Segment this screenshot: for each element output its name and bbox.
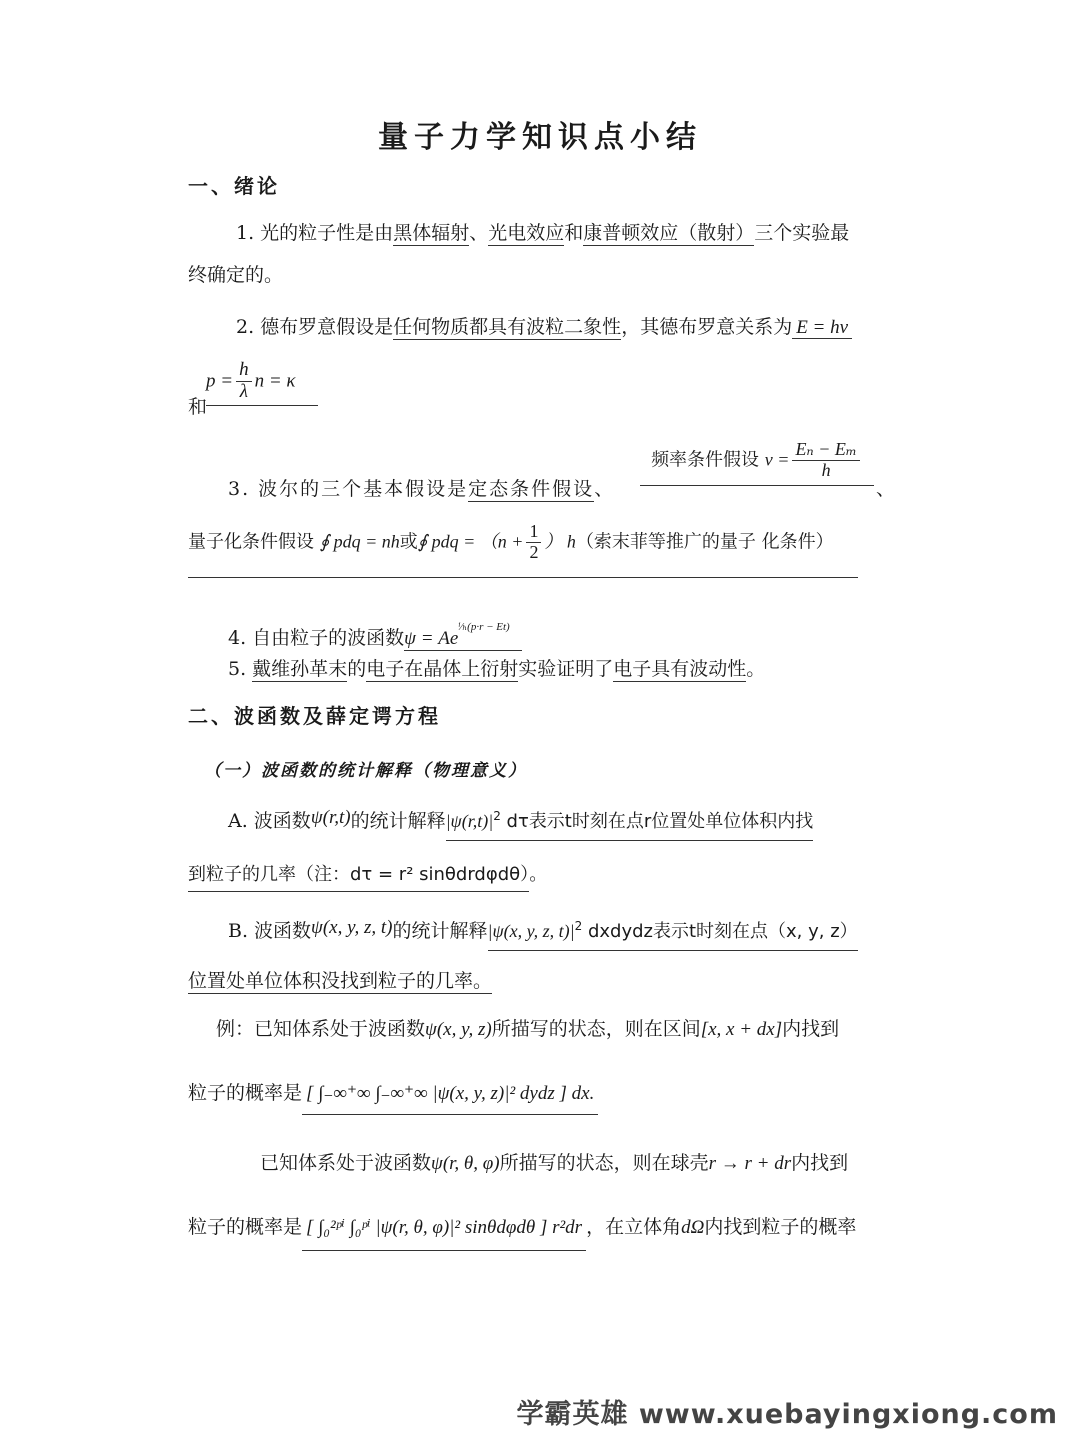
A-end: 。 [529, 864, 548, 885]
paragraph-5 [228, 654, 765, 681]
p3-q-half-den: 2 [529, 541, 539, 562]
ex1-formula: [ ∫₋∞⁺∞ ∫₋∞⁺∞ |ψ(x, y, z)|² dydz ] dx. [302, 1083, 598, 1115]
ex2-formula: [ ∫₀²ᵖⁱ ∫₀ᵖⁱ |ψ(r, θ, φ)|² sinθdφdθ ] r²dr [302, 1217, 586, 1251]
paragraph-A [228, 806, 813, 833]
p5-de: 的 [347, 658, 367, 680]
ex2-omega: dΩ [681, 1217, 705, 1238]
B-text-b: 的统计解释 [392, 920, 488, 942]
section-heading-intro: 一、绪论 [188, 174, 280, 198]
A-line2: 到粒子的几率（注：dτ = r² sinθdrdφdθ） [188, 864, 529, 892]
p3-quantization [188, 522, 858, 578]
example-1-line2 [188, 1078, 598, 1105]
p3-q-eq1: ∮ pdq = nh [319, 531, 400, 552]
p3-freq-label: 频率条件假设 [651, 449, 760, 471]
B-mod: |ψ(x, y, z, t)| [487, 921, 575, 941]
p3-stationary: 定态条件假设 [468, 478, 595, 500]
subsection-heading: （一）波函数的统计解释（物理意义） [204, 761, 527, 781]
ex1-text-c: 内找到 [782, 1018, 840, 1040]
paragraph-B-line2 [188, 966, 492, 993]
ex2-text-b: 所描写的状态，则在球壳 [499, 1152, 709, 1174]
p3-freq-nu: ν = [764, 449, 790, 470]
ex2-psi: ψ(r, θ, φ) [431, 1153, 500, 1174]
B-text-a: B. 波函数 [228, 920, 312, 942]
p3-q-half-num: 1 [526, 522, 541, 543]
p1-text-a: 光的粒子性是由 [260, 222, 394, 244]
example-1 [216, 1014, 839, 1041]
ex1-text-a: 例：已知体系处于波函数 [216, 1018, 426, 1040]
p3-q-note: （索末菲等推广的量子 化条件） [575, 531, 834, 553]
p2-and: 和 [188, 396, 208, 418]
p1-and: 和 [564, 222, 584, 244]
paragraph-3 [228, 474, 615, 501]
p2-duality: 任何物质都具有波粒二象性 [393, 316, 622, 338]
ex2-text-c: 内找到 [791, 1152, 849, 1174]
p3-q-label: 量子化条件假设 [188, 531, 314, 553]
p5-diffraction: 电子在晶体上衍射 [366, 658, 519, 680]
p1-text-g: 三个实验最 [754, 222, 850, 244]
ex2-text-a: 已知体系处于波函数 [260, 1152, 432, 1174]
p3-freq-den: h [821, 459, 831, 480]
A-text-b: 的统计解释 [350, 810, 446, 832]
paragraph-2 [236, 312, 852, 339]
p3-q-or: 或 [399, 531, 418, 553]
p1-photoelectric: 光电效应 [488, 222, 565, 244]
page-title: 量子力学知识点小结 [378, 120, 702, 155]
A-mod: |ψ(r,t)| [445, 811, 494, 831]
p3-q-half [526, 522, 541, 563]
ex2-text-e: 内找到粒子的概率 [704, 1216, 857, 1238]
A-psi: ψ(r,t) [310, 807, 351, 828]
p3-q-eq2a: ∮ pdq = （n + [417, 531, 524, 552]
ex1-line2: 粒子的概率是 [188, 1082, 303, 1104]
B-psi: ψ(x, y, z, t) [311, 917, 393, 938]
p1-sep: 、 [469, 222, 489, 244]
p5-wave-nature: 电子具有波动性 [613, 658, 747, 680]
p5-text-e: 实验证明了 [518, 658, 614, 680]
paragraph-1 [236, 218, 849, 245]
p3-sep: 、 [594, 478, 616, 500]
p3-q-eq2b: ） h [544, 531, 576, 552]
p2-text-c: ，其德布罗意关系为 [621, 316, 793, 338]
A-text-a: A. 波函数 [228, 810, 311, 832]
B-line2: 位置处单位体积没找到粒子的几率。 [188, 970, 493, 992]
p2-eq-energy: E = hν [792, 317, 852, 339]
p1-blackbody: 黑体辐射 [393, 222, 470, 244]
example-2-line2 [188, 1212, 856, 1239]
B-sq: 2 [574, 919, 583, 933]
p3-freq-num: Eₙ − Eₘ [792, 440, 859, 461]
ex1-interval: [x, x + dx] [700, 1019, 783, 1040]
p2-frac-den: λ [239, 380, 248, 402]
p3-end: 、 [876, 478, 896, 500]
ex2-text-d: ，在立体角 [586, 1216, 682, 1238]
ex2-shell: r → r + dr [708, 1153, 792, 1174]
A-desc: dτ表示t时刻在点r位置处单位体积内找 [500, 811, 814, 832]
p1-num: 1. [236, 222, 261, 244]
p2-frac-num: h [236, 360, 252, 382]
p3-frequency-condition [640, 440, 874, 486]
p4-eq: ψ = Ae [404, 628, 459, 649]
p2-eq-p: p = [206, 370, 234, 392]
example-2 [260, 1148, 848, 1175]
p2-fraction [236, 360, 252, 403]
B-statement [488, 921, 858, 951]
A-sq: 2 [493, 809, 501, 823]
p2-eq-momentum [206, 360, 318, 406]
section-heading-wavefunction: 二、波函数及薛定谔方程 [188, 704, 441, 728]
A-statement [446, 811, 814, 841]
ex2-line2: 粒子的概率是 [188, 1216, 303, 1238]
p1-compton: 康普顿效应（散射） [583, 222, 755, 244]
p5-num: 5. [228, 658, 253, 680]
paragraph-B [228, 916, 858, 943]
p3-text-a: 3. 波尔的三个基本假设是 [228, 478, 469, 500]
p4-text-a: 4. 自由粒子的波函数 [228, 627, 405, 649]
p4-exp: ⁱ⁄ₕ(p·r − Et) [458, 621, 510, 633]
paragraph-A-line2 [188, 860, 547, 886]
watermark: 学霸英雄 www.xuebayingxiong.com [516, 1399, 1058, 1430]
ex1-psi: ψ(x, y, z) [425, 1019, 492, 1040]
p3-freq-fraction [792, 440, 859, 481]
p2-eq-rest: n = κ [254, 370, 296, 392]
ex1-text-b: 所描写的状态，则在区间 [491, 1018, 701, 1040]
paragraph-1-line2: 终确定的。 [188, 264, 284, 286]
p5-davisson: 戴维孙革末 [252, 658, 348, 680]
p2-text-a: 2. 德布罗意假设是 [236, 316, 394, 338]
p5-end: 。 [746, 658, 766, 680]
B-desc: dxdydz表示t时刻在点（x, y, z） [582, 921, 858, 942]
paragraph-4 [228, 620, 522, 651]
